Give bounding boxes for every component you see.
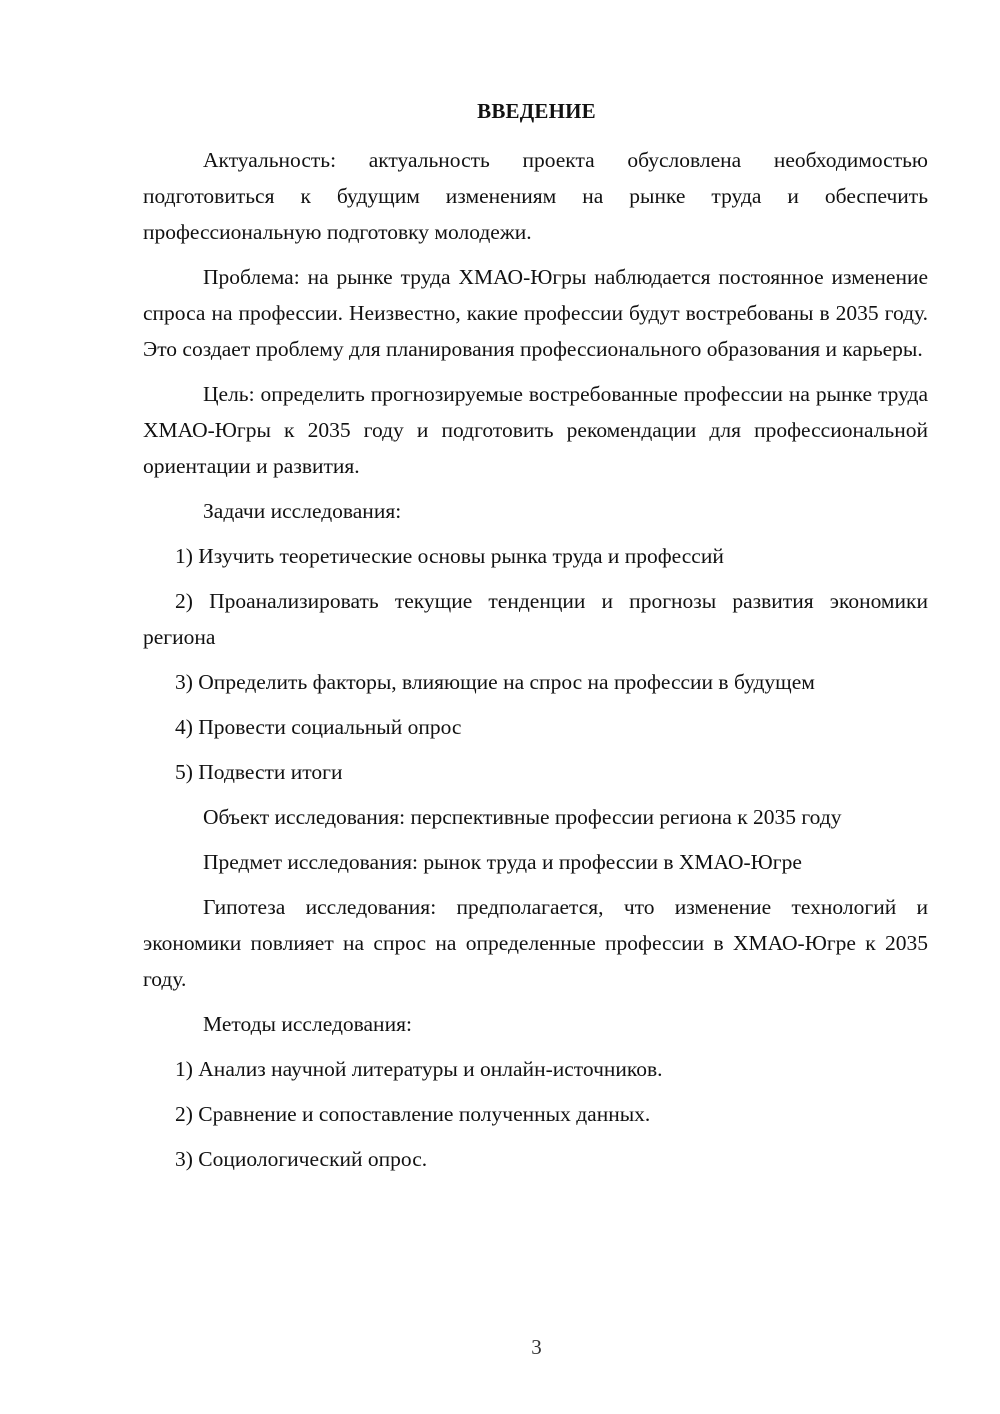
task-item-5: 5) Подвести итоги [175, 760, 343, 784]
page-number: 3 [531, 1335, 542, 1359]
paragraph-subject: Предмет исследования: рынок труда и профессии в ХМАО-Югре [203, 850, 802, 874]
page-title: ВВЕДЕНИЕ [477, 99, 596, 123]
task-item-4: 4) Провести социальный опрос [175, 715, 462, 739]
method-item-1: 1) Анализ научной литературы и онлайн-источников. [175, 1057, 663, 1081]
paragraph-problem: Проблема: на рынке труда ХМАО-Югры наблюдается постоянное изменение спроса на профессии. Неизвестно, какие профессии будут востребованы в 2035 году. Это создает проблему для планирования профессионального образования и карьеры. [143, 265, 928, 361]
paragraph-hypothesis: Гипотеза исследования: предполагается, что изменение технологий и экономики повлияет на спрос на определенные профессии в ХМАО-Югре к 2035 году. [143, 895, 928, 991]
method-item-3: 3) Социологический опрос. [175, 1147, 428, 1171]
tasks-heading: Задачи исследования: [203, 499, 402, 523]
paragraph-goal: Цель: определить прогнозируемые востребованные профессии на рынке труда ХМАО-Югры к 2035 году и подготовить рекомендации для профессиональной ориентации и развития. [143, 382, 928, 478]
methods-heading: Методы исследования: [203, 1012, 412, 1036]
document-body [143, 142, 928, 1186]
method-item-2: 2) Сравнение и сопоставление полученных данных. [175, 1102, 651, 1126]
paragraph-object: Объект исследования: перспективные профессии региона к 2035 году [203, 805, 842, 829]
task-item-1: 1) Изучить теоретические основы рынка труда и профессий [175, 544, 724, 568]
paragraph-relevance: Актуальность: актуальность проекта обусловлена необходимостью подготовиться к будущим изменениям на рынке труда и обеспечить профессиональную подготовку молодежи. [143, 148, 928, 244]
task-item-2: 2) Проанализировать текущие тенденции и прогнозы развития экономики региона [143, 589, 928, 649]
task-item-3: 3) Определить факторы, влияющие на спрос на профессии в будущем [175, 670, 815, 694]
